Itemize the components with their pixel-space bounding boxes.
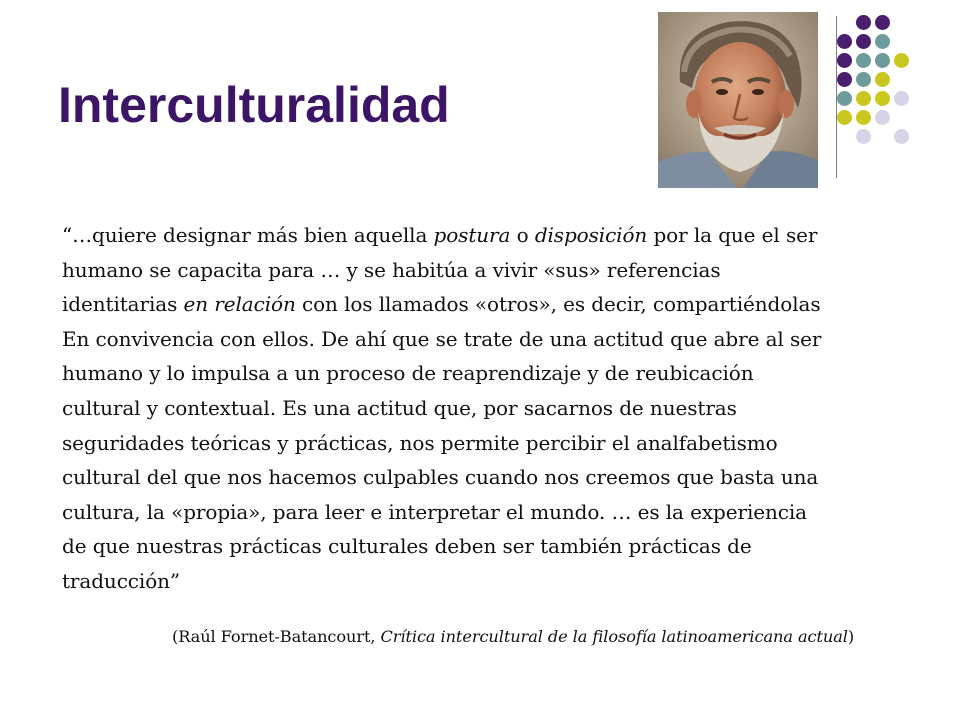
decorative-dot [894, 91, 909, 106]
quote-emphasis: en relación [183, 292, 296, 317]
quote-line: seguridades teóricas y prácticas, nos permite percibir el analfabetismo [62, 430, 778, 455]
decorative-dot [875, 110, 890, 125]
decorative-dot [894, 53, 909, 68]
quote-citation [172, 626, 854, 648]
decorative-dot [875, 34, 890, 49]
decorative-dot [875, 53, 890, 68]
quote-line: de que nuestras prácticas culturales deben ser también prácticas de [62, 534, 752, 559]
quote-line: identitarias en relación con los llamados «otros», es decir, compartiéndolas [62, 292, 821, 317]
citation-close: ) [847, 627, 855, 646]
decorative-dot [875, 72, 890, 87]
quote-emphasis: disposición [534, 223, 648, 247]
quote-line: humano y lo impulsa a un proceso de reaprendizaje y de reubicación [62, 361, 754, 386]
decorative-dot [856, 129, 871, 144]
quote-line: “…quiere designar más bien aquella postura o disposición por la que el ser [62, 223, 818, 247]
decorative-dot [856, 34, 871, 49]
quote-line: humano se capacita para … y se habitúa a vivir «sus» referencias [62, 257, 721, 282]
quote-text [62, 218, 922, 599]
slide-title: Interculturalidad [58, 77, 450, 133]
decorative-dot [856, 53, 871, 68]
decorative-dot [875, 91, 890, 106]
decorative-dot [875, 15, 890, 30]
decorative-dot [837, 34, 852, 49]
decorative-dot [837, 110, 852, 125]
decorative-dot [856, 15, 871, 30]
quote-emphasis: postura [433, 223, 511, 247]
decorative-dot [856, 110, 871, 125]
decorative-dot [837, 53, 852, 68]
quote-line: cultural del que nos hacemos culpables cuando nos creemos que basta una [62, 465, 819, 490]
quote-line: traducción” [62, 568, 181, 593]
quote-line: cultura, la «propia», para leer e interpretar el mundo. … es la experiencia [62, 499, 807, 524]
citation-work-title: Crítica intercultural de la filosofía latinoamericana actual [380, 627, 848, 646]
quote-line: En convivencia con ellos. De ahí que se trate de una actitud que abre al ser [62, 326, 822, 351]
portrait-photo-image [658, 12, 818, 188]
decorative-dot [837, 91, 852, 106]
decorative-dot [856, 72, 871, 87]
decorative-dot [856, 91, 871, 106]
decorative-dot [894, 129, 909, 144]
author-portrait-image [658, 12, 818, 188]
quote-line: cultural y contextual. Es una actitud que, por sacarnos de nuestras [62, 395, 737, 420]
decorative-dot [837, 72, 852, 87]
citation-author: (Raúl Fornet-Batancourt, [172, 627, 381, 646]
